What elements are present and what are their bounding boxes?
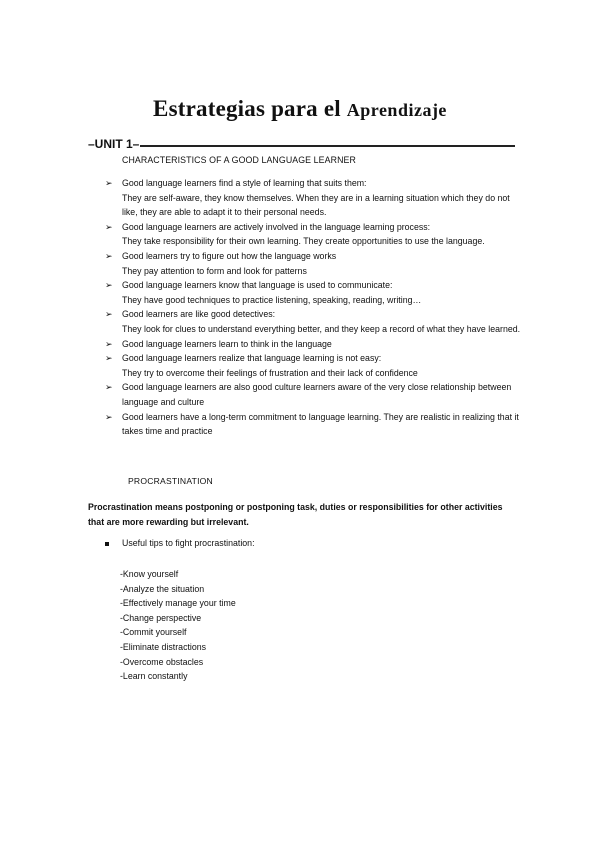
unit-label: –UNIT 1– xyxy=(88,137,140,151)
arrow-bullet-icon: ➢ xyxy=(105,309,113,320)
tip-item: -Analyze the situation xyxy=(120,583,205,594)
list-item xyxy=(105,351,525,380)
arrow-bullet-icon: ➢ xyxy=(105,280,113,291)
square-bullet-icon xyxy=(105,542,109,546)
list-item xyxy=(105,176,525,220)
arrow-bullet-icon: ➢ xyxy=(105,382,113,393)
list-item xyxy=(105,410,525,439)
list-item-sub: They try to overcome their feelings of frustration and their lack of confidence xyxy=(122,367,418,378)
list-item xyxy=(105,220,525,249)
list-item-main: Good learners are like good detectives: xyxy=(122,309,276,320)
unit-divider xyxy=(140,145,515,147)
tip-item: -Change perspective xyxy=(120,612,202,623)
tip-item: -Learn constantly xyxy=(120,671,188,682)
list-item-sub: They are self-aware, they know themselves. When they are in a learning situation which they do not like, they are able to adapt it to their personal needs. xyxy=(122,192,510,218)
tips-intro xyxy=(105,538,255,548)
arrow-bullet-icon: ➢ xyxy=(105,178,113,188)
tip-item: -Overcome obstacles xyxy=(120,656,204,667)
list-item-main: Good language learners are actively involved in the language learning process: xyxy=(122,221,431,232)
tips-list xyxy=(120,567,236,684)
list-item-main: Good language learners know that language is used to communicate: xyxy=(122,280,393,291)
section-heading-characteristics: CHARACTERISTICS OF A GOOD LANGUAGE LEARNER xyxy=(122,155,356,165)
arrow-bullet-icon: ➢ xyxy=(105,411,113,422)
arrow-bullet-icon: ➢ xyxy=(105,353,113,364)
list-item xyxy=(105,337,525,352)
list-item-sub: They take responsibility for their own learning. They create opportunities to use the language. xyxy=(122,236,485,247)
list-item xyxy=(105,307,525,336)
section-heading-procrastination: PROCRASTINATION xyxy=(128,476,213,486)
title-part1: Estrategias para el xyxy=(153,96,347,121)
title-part2: Aprendizaje xyxy=(346,100,447,120)
list-item-main: Good learners have a long-term commitment to language learning. They are realistic in realizing that it takes time and practice xyxy=(122,411,519,437)
arrow-bullet-icon: ➢ xyxy=(105,221,113,232)
list-item-sub: They pay attention to form and look for patterns xyxy=(122,265,307,276)
arrow-bullet-icon: ➢ xyxy=(105,250,113,261)
list-item xyxy=(105,380,525,409)
list-item-main: Good language learners learn to think in the language xyxy=(122,338,332,349)
tip-item: -Eliminate distractions xyxy=(120,641,207,652)
tip-item: -Commit yourself xyxy=(120,627,187,638)
list-item-sub: They look for clues to understand everything better, and they keep a record of what they have learned. xyxy=(122,323,521,334)
page-title xyxy=(0,96,600,122)
list-item-sub: They have good techniques to practice listening, speaking, reading, writing… xyxy=(122,294,422,305)
characteristics-list xyxy=(105,176,525,439)
list-item-main: Good language learners find a style of learning that suits them: xyxy=(122,178,367,188)
list-item xyxy=(105,249,525,278)
tips-label: Useful tips to fight procrastination: xyxy=(122,538,255,548)
list-item-main: Good learners try to figure out how the language works xyxy=(122,250,337,261)
list-item xyxy=(105,278,525,307)
list-item-main: Good language learners realize that language learning is not easy: xyxy=(122,353,382,364)
arrow-bullet-icon: ➢ xyxy=(105,338,113,349)
tip-item: -Know yourself xyxy=(120,569,179,579)
procrastination-definition: Procrastination means postponing or postponing task, duties or responsibilities for other activities that are more rewarding but irrelevant. xyxy=(88,502,503,527)
list-item-main: Good language learners are also good culture learners aware of the very close relationship between language and culture xyxy=(122,382,512,407)
tip-item: -Effectively manage your time xyxy=(120,598,236,609)
